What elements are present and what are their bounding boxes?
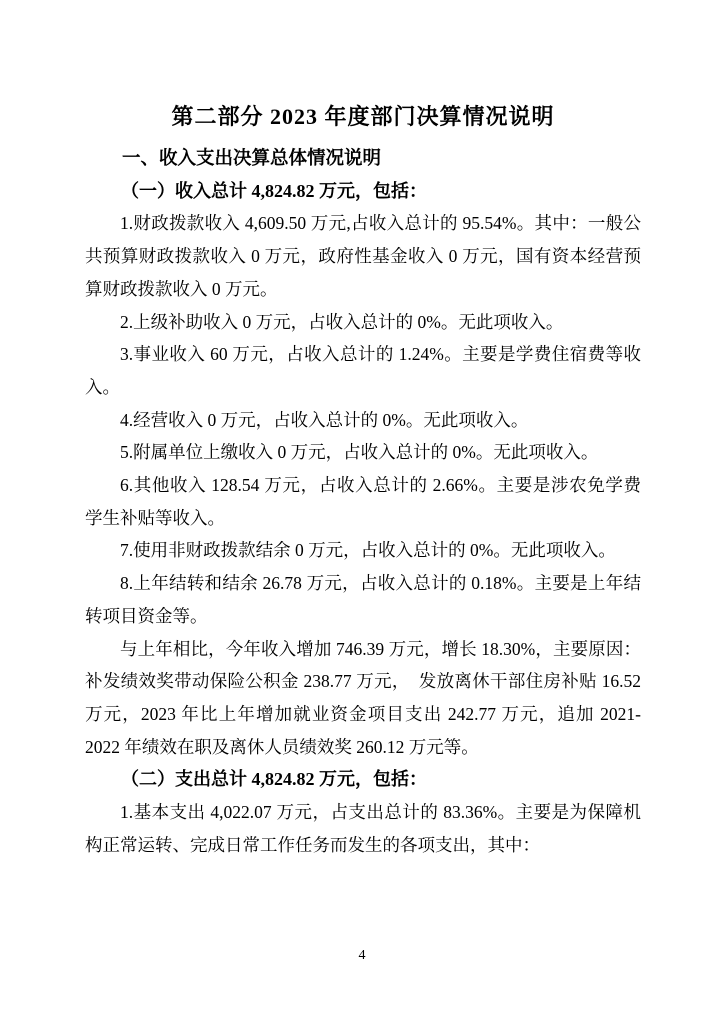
income-year-comparison: 与上年相比，今年收入增加 746.39 万元，增长 18.30%，主要原因：补发绩效奖带动保险公积金 238.77 万元， 发放离休干部住房补贴 16.52 万元，2023 年比上年增加就业资金项目支出 242.77 万元，追加 2021-2022 年绩效在职及离休人员绩效奖 260.12 万元等。: [85, 638, 641, 757]
page-number: 4: [358, 948, 366, 963]
income-item-5-affiliated-units: 5.附属单位上缴收入 0 万元，占收入总计的 0%。无此项收入。: [120, 442, 599, 463]
income-item-6-other-income: 6.其他收入 128.54 万元，占收入总计的 2.66%。主要是涉农免学费学生补贴等收入。: [85, 475, 641, 528]
income-item-3-operational-income: 3.事业收入 60 万元，占收入总计的 1.24%。主要是学费住宿费等收入。: [85, 344, 641, 397]
document-content: [85, 100, 641, 861]
expense-total-heading: （二）支出总计 4,824.82 万元，包括：: [121, 769, 427, 790]
income-item-2-superior-subsidy: 2.上级补助收入 0 万元，占收入总计的 0%。无此项收入。: [120, 311, 564, 332]
income-item-4-business-income: 4.经营收入 0 万元，占收入总计的 0%。无此项收入。: [120, 409, 529, 430]
income-item-1-fiscal-appropriation: 1.财政拨款收入 4,609.50 万元,占收入总计的 95.54%。其中：一般公共预算财政拨款收入 0 万元，政府性基金收入 0 万元，国有资本经营预算财政拨款收入 0 万元。: [85, 213, 641, 299]
income-item-8-carryover-balance: 8.上年结转和结余 26.78 万元，占收入总计的 0.18%。主要是上年结转项目资金等。: [85, 573, 641, 626]
document-title: 第二部分 2023 年度部门决算情况说明: [171, 104, 555, 129]
expense-item-1-basic-expenditure: 1.基本支出 4,022.07 万元，占支出总计的 83.36%。主要是为保障机构正常运转、完成日常工作任务而发生的各项支出，其中：: [85, 802, 641, 855]
income-item-7-non-fiscal-balance: 7.使用非财政拨款结余 0 万元，占收入总计的 0%。无此项收入。: [120, 540, 616, 561]
income-total-heading: （一）收入总计 4,824.82 万元，包括：: [121, 180, 427, 201]
section-heading-overview: 一、收入支出决算总体情况说明: [122, 147, 382, 168]
